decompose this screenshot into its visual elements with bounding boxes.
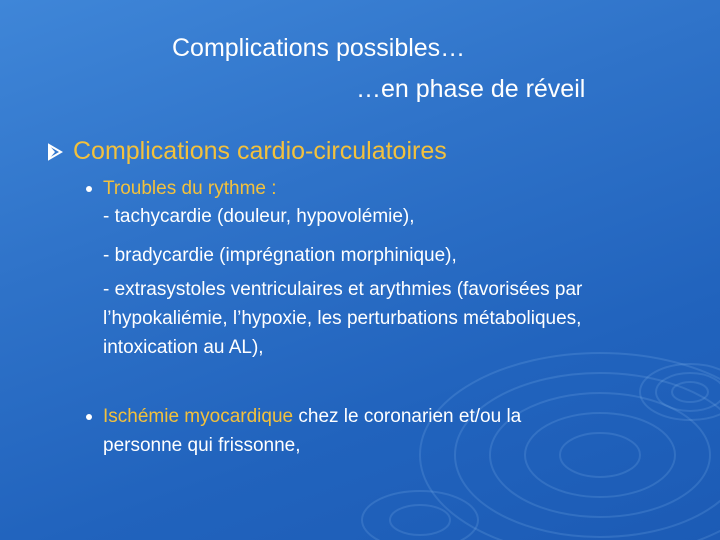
item-2-heading: Ischémie myocardique (103, 406, 294, 427)
round-dot-bullet-icon (86, 414, 92, 420)
item-2-heading-rest: chez le coronarien et/ou la (293, 406, 522, 427)
slide-title-line-1: Complications possibles… (172, 34, 466, 62)
item-1-heading: Troubles du rythme : (103, 178, 277, 199)
item-1-line-4: l’hypokaliémie, l’hypoxie, les perturbations métaboliques, (103, 308, 582, 329)
slide-title-line-2: …en phase de réveil (356, 75, 586, 103)
item-2-line-1 (103, 403, 521, 431)
item-1-line-5: intoxication au AL), (103, 337, 264, 358)
item-1-line-2: - bradycardie (imprégnation morphinique), (103, 245, 457, 266)
round-dot-bullet-icon (86, 186, 92, 192)
item-1-line-1: - tachycardie (douleur, hypovolémie), (103, 206, 415, 227)
main-bullet-text: Complications cardio-circulatoires (73, 137, 447, 165)
item-2-line-2: personne qui frissonne, (103, 435, 301, 456)
item-1-line-3: - extrasystoles ventriculaires et arythmies (favorisées par (103, 279, 583, 300)
arrowhead-bullet-icon (46, 137, 64, 167)
